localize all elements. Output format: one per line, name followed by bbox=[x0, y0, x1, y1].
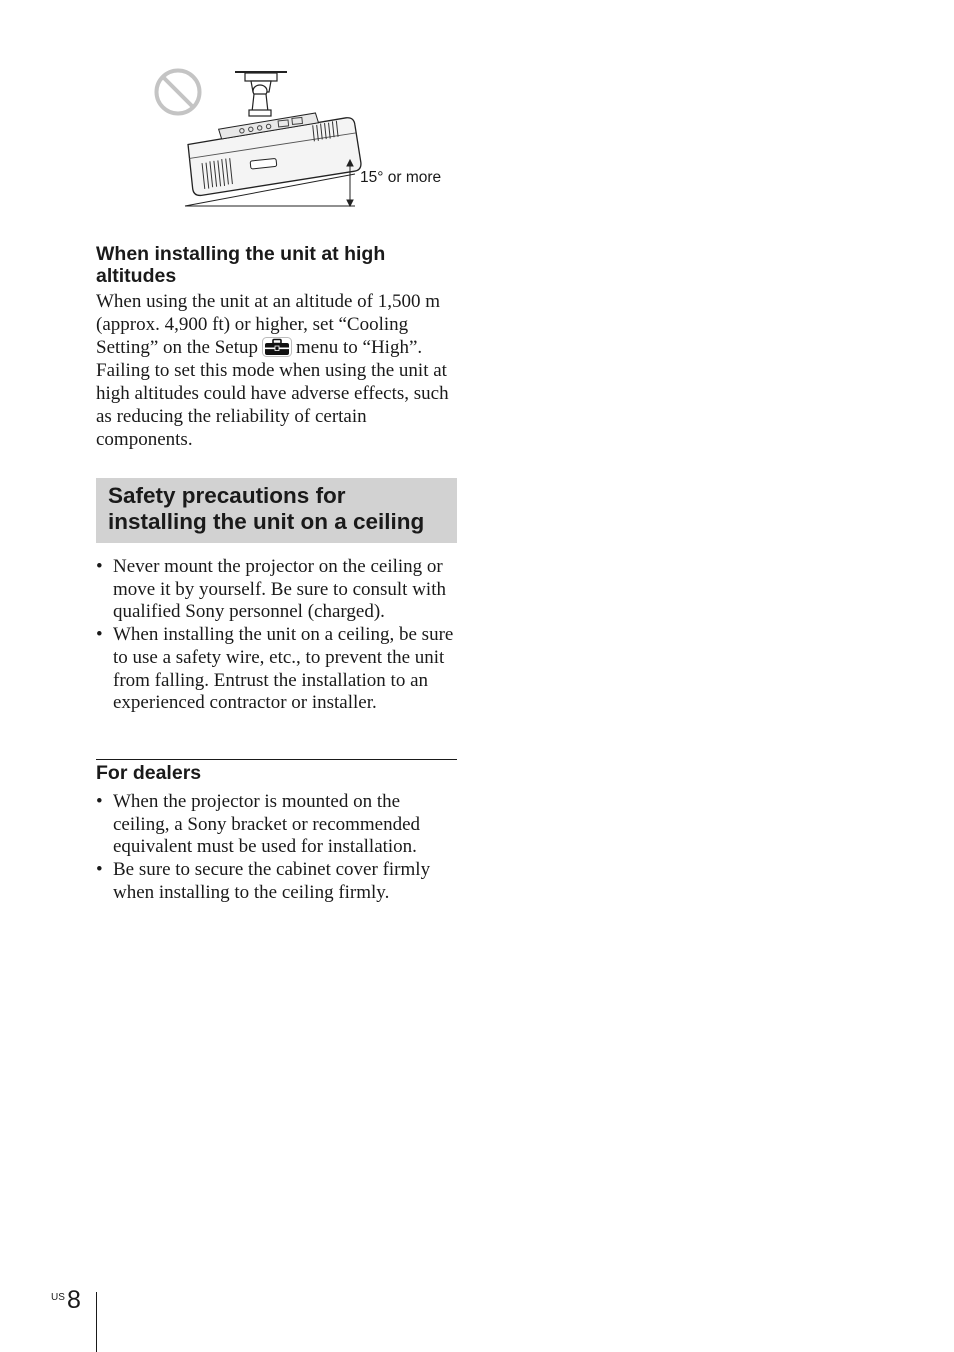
high-altitude-paragraph bbox=[96, 290, 458, 451]
list-item: • Never mount the projector on the ceiling or move it by yourself. Be sure to consult with qualified Sony personnel (charged). bbox=[96, 556, 446, 623]
toolbox-icon bbox=[262, 337, 292, 357]
bullet-icon: • bbox=[96, 556, 103, 577]
footer-vertical-rule bbox=[96, 1292, 97, 1352]
safety-section-band bbox=[96, 478, 457, 543]
list-item: • When installing the unit on a ceiling, be sure to use a safety wire, etc., to prevent the unit from falling. Entrust the installation to an experienced contractor or installer. bbox=[96, 624, 454, 714]
high-altitude-text-2: menu to “High”. Failing to set this mode when using the unit at high altitudes could have adverse effects, such as reducing the reliability of certain components. bbox=[96, 337, 449, 450]
list-item: • Be sure to secure the cabinet cover firmly when installing to the ceiling firmly. bbox=[96, 859, 431, 903]
dealers-section bbox=[96, 762, 458, 905]
projector-body bbox=[186, 109, 362, 196]
safety-list-container bbox=[96, 556, 458, 715]
high-altitude-heading: When installing the unit at high altitudes bbox=[96, 243, 386, 287]
bullet-icon: • bbox=[96, 859, 103, 881]
safety-list bbox=[96, 556, 458, 715]
high-altitude-text-1: When using the unit at an altitude of 1,500 m (approx. 4,900 ft) or higher, set “Cooling Setting” on the Setup bbox=[96, 291, 441, 358]
dealers-heading: For dealers bbox=[96, 762, 202, 784]
page-region-label: US bbox=[51, 1292, 65, 1303]
dealers-list bbox=[96, 791, 458, 905]
page-number: 8 bbox=[67, 1286, 81, 1314]
prohibited-icon bbox=[157, 71, 200, 114]
safety-heading: Safety precautions for installing the unit on a ceiling bbox=[108, 483, 425, 534]
tilt-angle-label: 15° or more bbox=[360, 169, 442, 186]
projector-illustration bbox=[150, 64, 460, 214]
bullet-icon: • bbox=[96, 791, 103, 812]
ceiling-bracket bbox=[235, 72, 287, 116]
bullet-icon: • bbox=[96, 624, 103, 646]
section-divider bbox=[96, 759, 457, 760]
tilted-projector-figure bbox=[150, 64, 460, 214]
list-item: • When the projector is mounted on the ceiling, a Sony bracket or recommended equivalent must be used for installation. bbox=[96, 791, 421, 858]
high-altitude-section bbox=[96, 243, 458, 451]
